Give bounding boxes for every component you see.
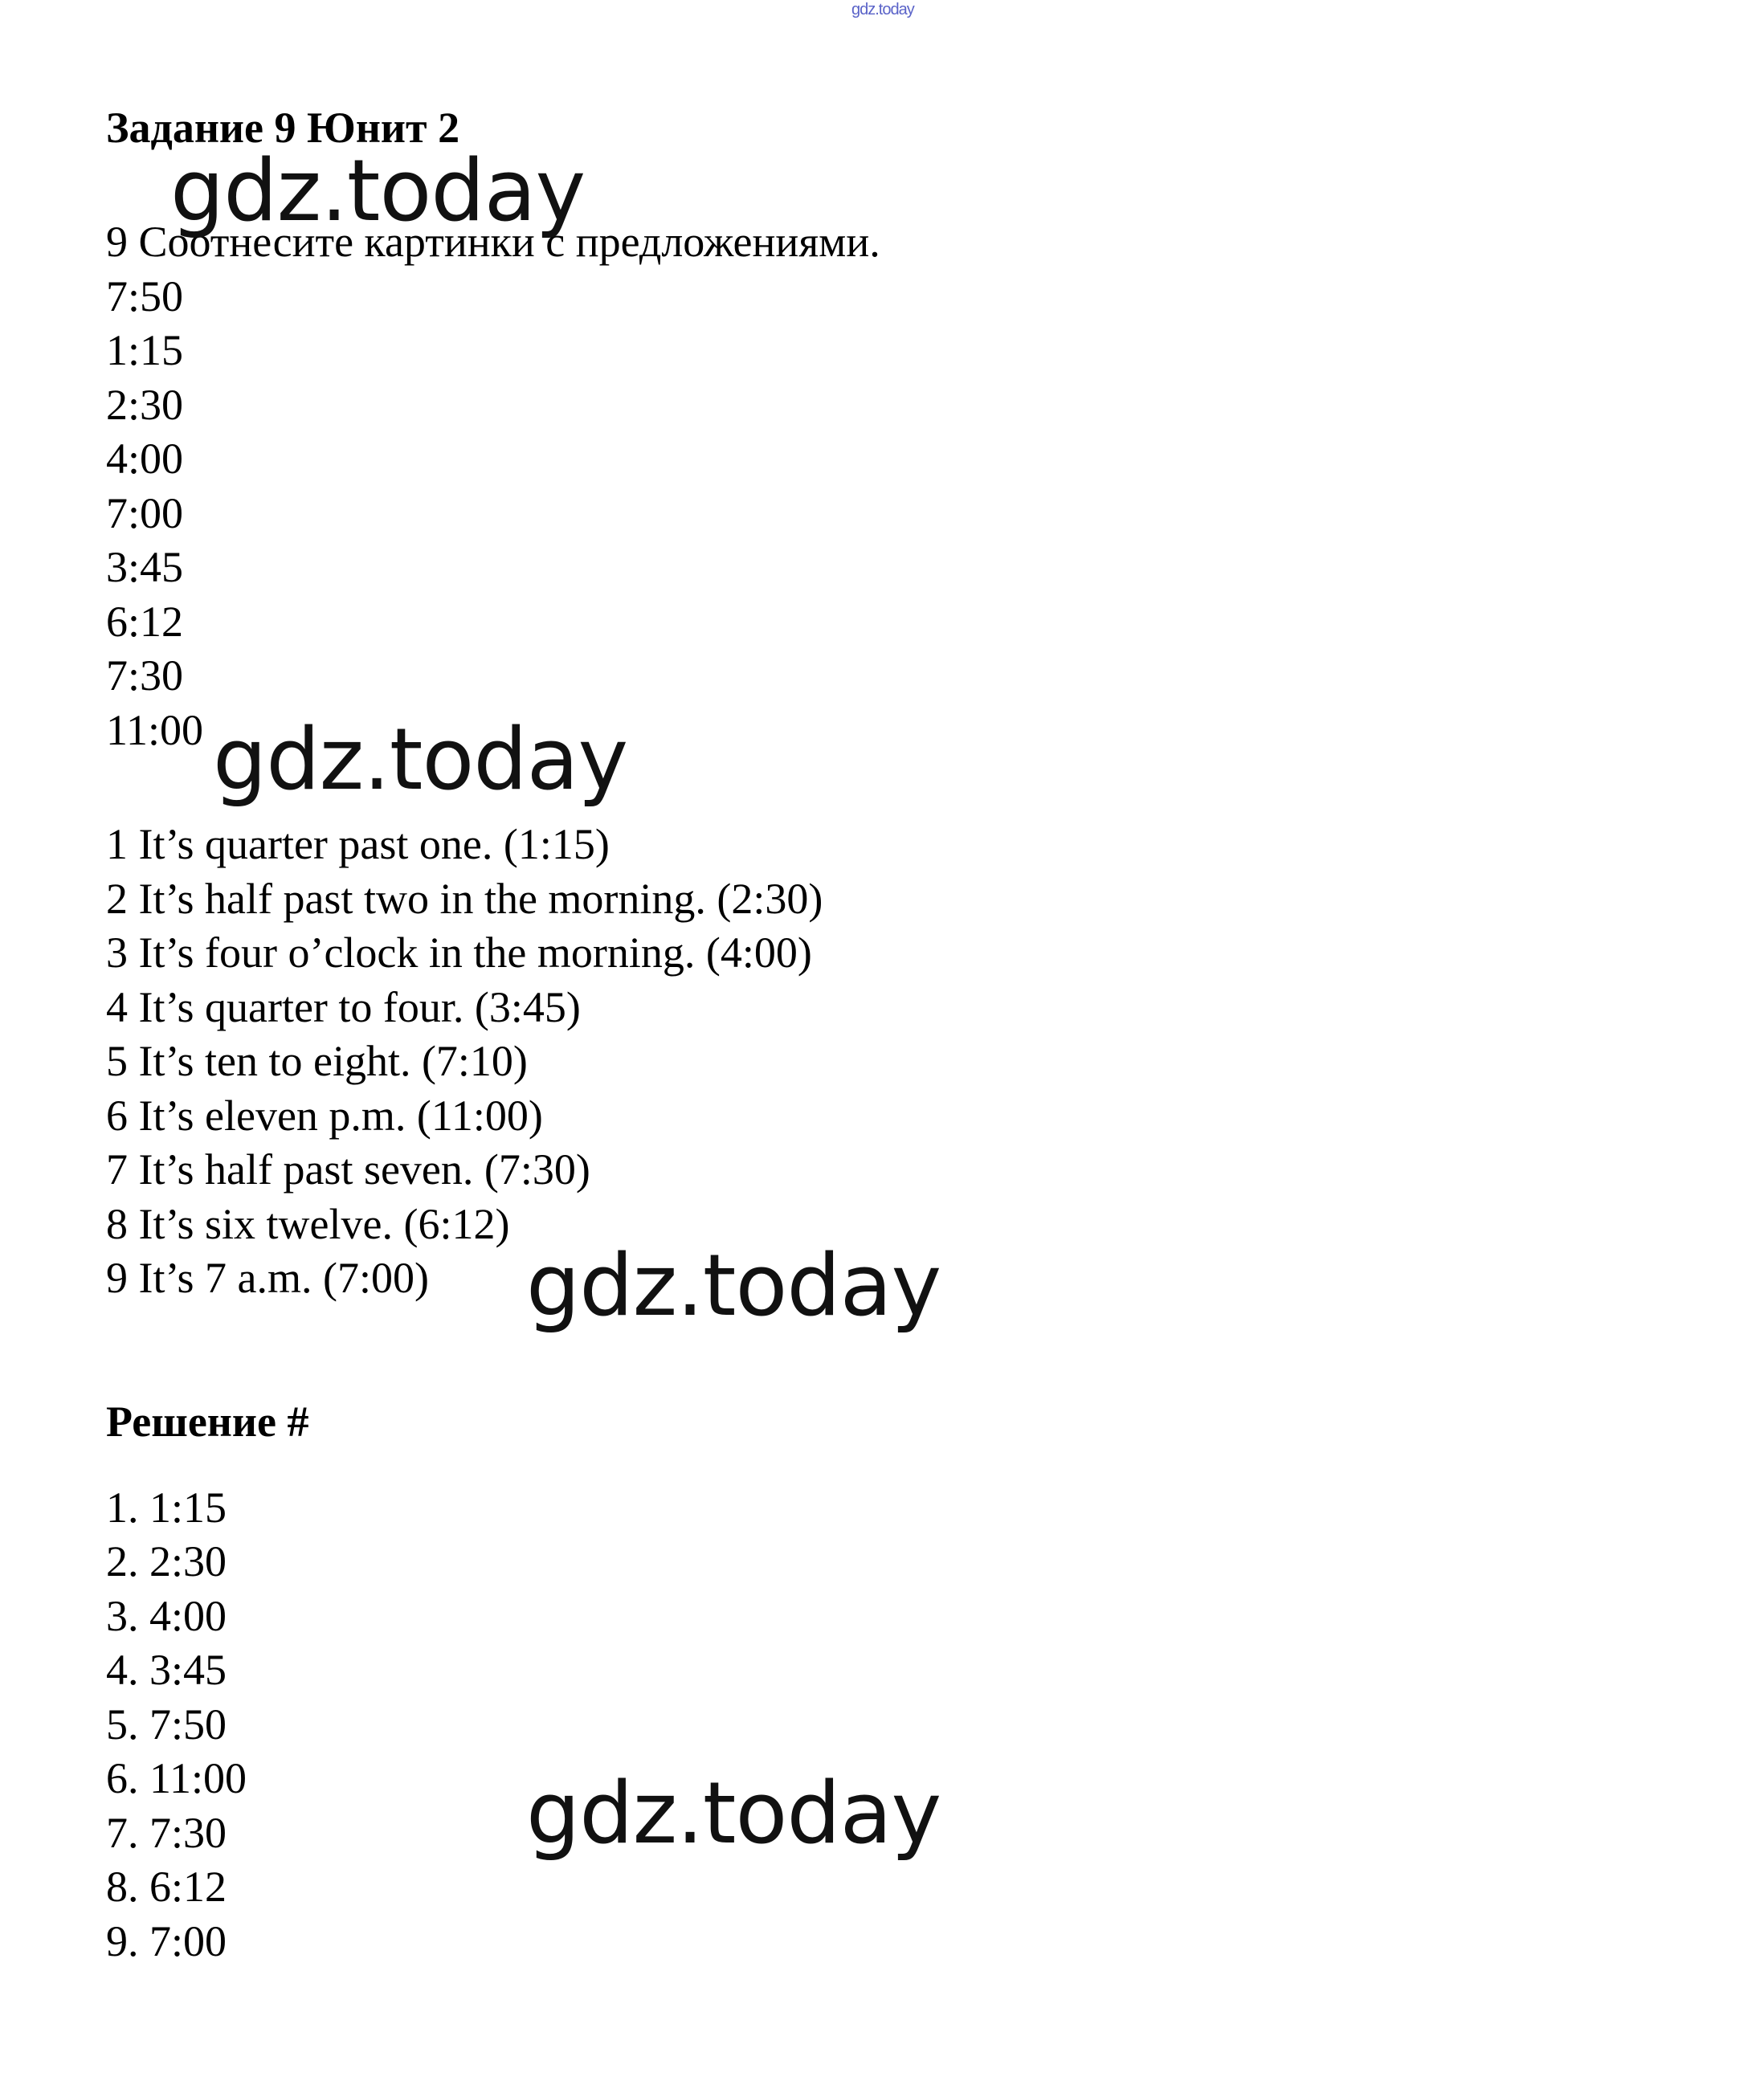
answer-item: 4. 3:45 [106,1646,227,1694]
time-item: 1:15 [106,326,184,374]
answer-item: 7. 7:30 [106,1808,227,1857]
page-title: Задание 9 Юнит 2 [106,104,460,152]
time-item: 4:00 [106,435,184,483]
sentence-item: 6 It’s eleven p.m. (11:00) [106,1091,543,1140]
answer-item: 8. 6:12 [106,1863,227,1911]
time-item: 7:00 [106,488,184,537]
sentence-item: 1 It’s quarter past one. (1:15) [106,820,610,868]
times-list [106,270,1231,758]
answer-item: 6. 11:00 [106,1754,247,1802]
watermark-text: gdz.today [526,1764,941,1863]
spacer [106,1449,1231,1481]
time-item: 3:45 [106,543,184,591]
instruction-text: 9 Соотнесите картинки с предложениями. [106,218,880,266]
answers-list [106,1481,1231,1969]
solution-title: Решение # [106,1397,309,1446]
time-item: 7:50 [106,271,184,320]
sentences-list [106,818,1231,1306]
watermark-text: gdz.today [526,1236,941,1335]
sentence-item: 2 It’s half past two in the morning. (2:30) [106,874,823,923]
answer-item: 5. 7:50 [106,1700,227,1749]
answer-item: 1. 1:15 [106,1483,227,1532]
time-item: 11:00 [106,705,203,754]
sentence-item: 9 It’s 7 a.m. (7:00) [106,1254,429,1302]
answer-item: 3. 4:00 [106,1591,227,1640]
time-item: 7:30 [106,651,184,700]
time-item: 6:12 [106,597,184,646]
sentence-item: 4 It’s quarter to four. (3:45) [106,982,581,1031]
answer-item: 2. 2:30 [106,1537,227,1585]
time-item: 2:30 [106,380,184,429]
watermark-text: gdz.today [213,710,628,809]
document-content [106,100,1231,1969]
sentence-item: 7 It’s half past seven. (7:30) [106,1145,590,1194]
answer-item: 9. 7:00 [106,1916,227,1965]
sentence-item: 8 It’s six twelve. (6:12) [106,1199,510,1248]
sentence-item: 3 It’s four o’clock in the morning. (4:00) [106,928,812,977]
sentence-item: 5 It’s ten to eight. (7:10) [106,1037,528,1085]
header-watermark: gdz.today [851,1,914,18]
watermark-text: gdz.today [170,141,586,240]
